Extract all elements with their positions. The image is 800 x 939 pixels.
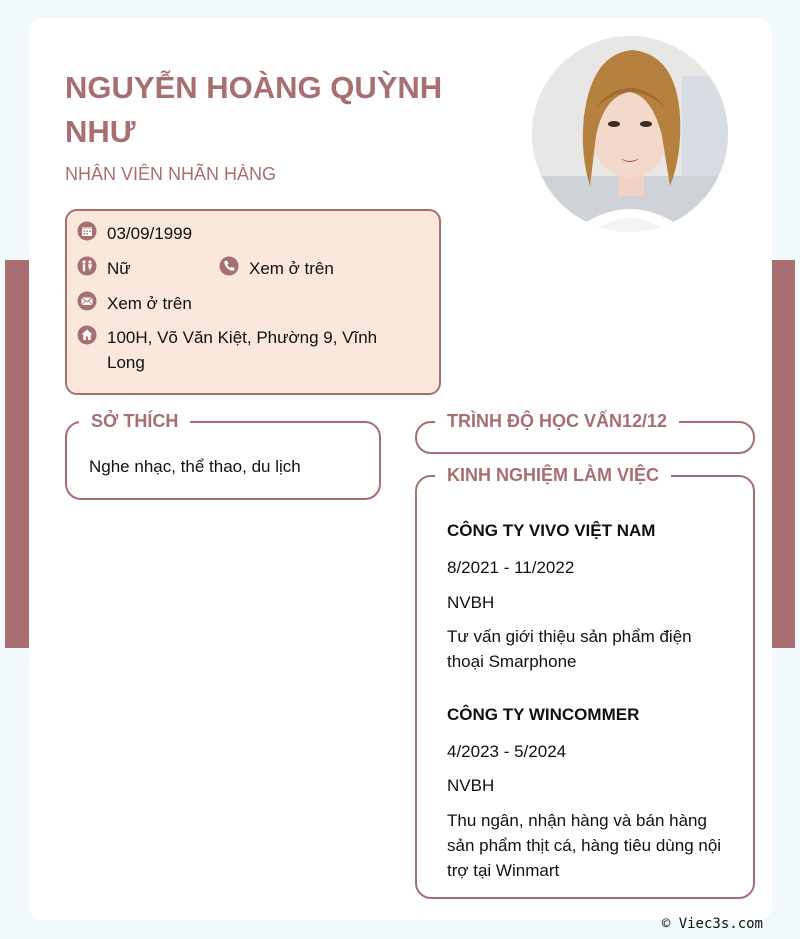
job-role: NVBH xyxy=(447,593,495,612)
education-title: TRÌNH ĐỘ HỌC VẤN12/12 xyxy=(435,410,679,432)
candidate-name: NGUYỄN HOÀNG QUỲNH NHƯ xyxy=(65,70,443,149)
job-period: 4/2023 - 5/2024 xyxy=(447,742,567,761)
candidate-position: NHÂN VIÊN NHÃN HÀNG xyxy=(65,164,277,184)
hobbies-text: Nghe nhạc, thể thao, du lịch xyxy=(89,457,301,476)
job-description: Thu ngân, nhận hàng và bán hàng sản phẩm thịt cá, hàng tiêu dùng nội trợ tại Winmart xyxy=(447,811,722,880)
job-company: CÔNG TY WINCOMMER xyxy=(447,705,640,724)
experience-title: KINH NGHIỆM LÀM VIỆC xyxy=(435,464,671,486)
calendar-icon xyxy=(77,221,97,241)
gender-text: Nữ xyxy=(107,259,131,278)
phone-icon xyxy=(219,256,239,276)
gender-icon xyxy=(77,256,97,276)
address-text: 100H, Võ Văn Kiệt, Phường 9, Vĩnh Long xyxy=(107,328,378,372)
hobbies-title: SỞ THÍCH xyxy=(79,410,190,432)
profile-photo xyxy=(532,36,728,232)
job-period: 8/2021 - 11/2022 xyxy=(447,558,575,577)
email-text: Xem ở trên xyxy=(107,294,192,313)
footer-copyright: © Viec3s.com xyxy=(661,916,763,932)
phone-text: Xem ở trên xyxy=(249,259,334,278)
email-icon xyxy=(77,291,97,311)
home-icon xyxy=(77,325,97,345)
job-role: NVBH xyxy=(447,776,495,795)
job-description: Tư vấn giới thiệu sản phẩm điện thoại Smarphone xyxy=(447,627,692,671)
job-company: CÔNG TY VIVO VIỆT NAM xyxy=(447,521,656,540)
dob-text: 03/09/1999 xyxy=(107,224,193,243)
